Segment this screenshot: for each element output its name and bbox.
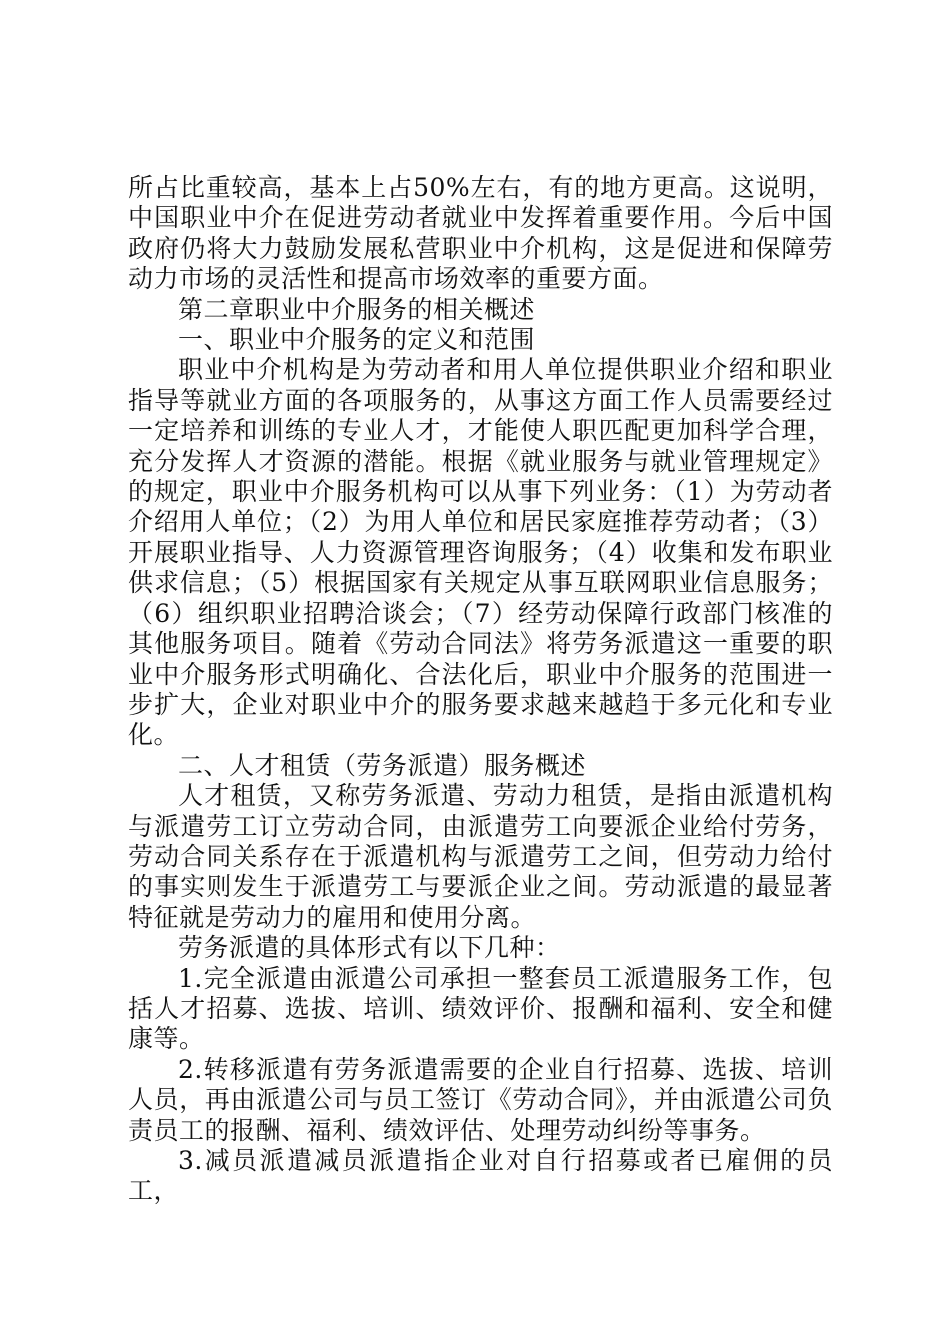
list-item-reduction-dispatch: 3.减员派遣减员派遣指企业对自行招募或者已雇佣的员工， xyxy=(128,1146,833,1206)
paragraph-forms-intro: 劳务派遣的具体形式有以下几种： xyxy=(178,933,561,963)
paragraph-talent-leasing: 人才租赁，又称劳务派遣、劳动力租赁，是指由派遣机构与派遣劳工订立劳动合同，由派遣劳工向要派企业给付劳务，劳动合同关系存在于派遣机构与派遣劳工之间，但劳动力给付的事实则发生于派遣劳工与要派企业之间。劳动派遣的最显著特征就是劳动力的雇用和使用分离。 xyxy=(128,781,833,932)
list-item-full-dispatch: 1.完全派遣由派遣公司承担一整套员工派遣服务工作，包括人才招募、选拔、培训、绩效评价、报酬和福利、安全和健康等。 xyxy=(128,963,833,1054)
paragraph-intro-continuation: 所占比重较高，基本上占50%左右，有的地方更高。这说明，中国职业中介在促进劳动者就业中发挥着重要作用。今后中国政府仍将大力鼓励发展私营职业中介机构，这是促进和保障劳动力市场的灵活性和提高市场效率的重要方面。 xyxy=(128,173,833,294)
paragraph-definition: 职业中介机构是为劳动者和用人单位提供职业介绍和职业指导等就业方面的各项服务的，从事这方面工作人员需要经过一定培养和训练的专业人才，才能使人职匹配更加科学合理，充分发挥人才资源的潜能。根据《就业服务与就业管理规定》的规定，职业中介服务机构可以从事下列业务：（1）为劳动者介绍用人单位；（2）为用人单位和居民家庭推荐劳动者；（3）开展职业指导、人力资源管理咨询服务；（4）收集和发布职业供求信息；（5）根据国家有关规定从事互联网职业信息服务；（6）组织职业招聘洽谈会；（7）经劳动保障行政部门核准的其他服务项目。随着《劳动合同法》将劳务派遣这一重要的职业中介服务形式明确化、合法化后，职业中介服务的范围进一步扩大，企业对职业中介的服务要求越来越趋于多元化和专业化。 xyxy=(128,355,833,750)
section-heading-2: 二、人才租赁（劳务派遣）服务概述 xyxy=(178,750,587,780)
chapter-heading: 第二章职业中介服务的相关概述 xyxy=(178,294,536,324)
document-body xyxy=(128,173,833,1207)
section-heading-1: 一、职业中介服务的定义和范围 xyxy=(178,325,536,355)
list-item-transfer-dispatch: 2.转移派遣有劳务派遣需要的企业自行招募、选拔、培训人员，再由派遣公司与员工签订《劳动合同》，并由派遣公司负责员工的报酬、福利、绩效评估、处理劳动纠纷等事务。 xyxy=(128,1054,833,1145)
